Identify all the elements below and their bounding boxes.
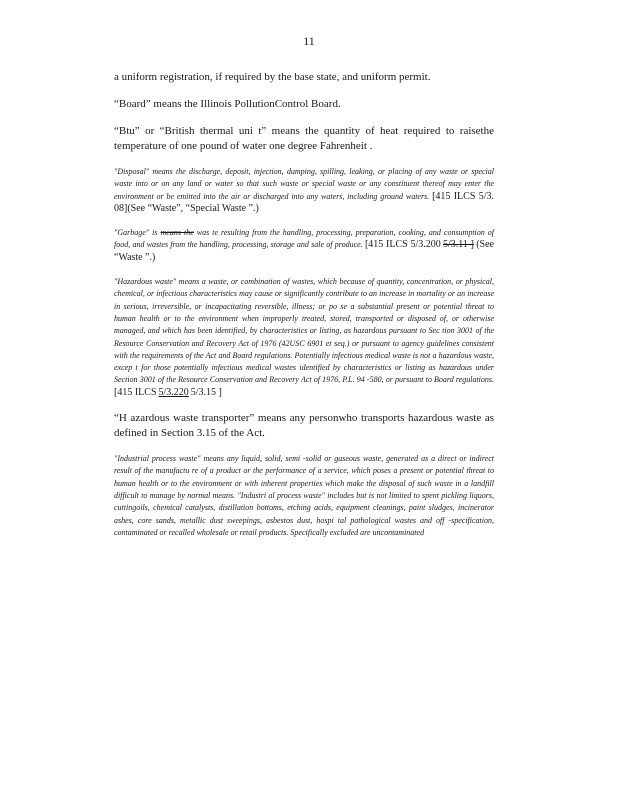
- definition-board: “Board” means the Illinois PollutionControl Board.: [114, 98, 341, 110]
- definition-disposal-citation: [415 ILCS 5/3. 08](See “Waste”, “Special Waste ”.): [114, 190, 495, 214]
- definition-hazardous-waste-old-citation: 5/3.15 ]: [190, 386, 222, 398]
- definition-disposal-text: "Disposal" means the discharge, deposit, injection, dumping, spilling, leaking, or placing of any waste or special waste into or on any land or water so that such waste or special waste or any constituent thereof may enter the environment or be emitted into the air or discharged into any waters, including ground waters.: [114, 167, 494, 201]
- definition-hazardous-waste-citation: [415 ILCS: [114, 386, 157, 398]
- definition-hazardous-waste-transporter: “H azardous waste transporter” means any personwho transports hazardous waste as defined in Section 3.15 of the Act.: [114, 412, 494, 440]
- paragraph-uniform-registration: a uniform registration, if required by the base state, and uniform permit.: [114, 71, 431, 83]
- definition-hazardous-waste-new-citation: 5/3.220: [158, 386, 189, 398]
- definition-disposal: [114, 166, 494, 215]
- page-body: [114, 70, 494, 551]
- definition-hazardous-waste: [114, 276, 494, 399]
- definition-industrial-process-waste-text: "Industrial process waste" means any liquid, solid, semi -solid or gaseous waste, generated as a direct or indirect result of the manufactu re of a product or the performance of a service, which poses a present or potential threat to human health or to the environment or with inherent properties which make the disposal of such waste in a landfill difficult to manage by normal means. "Industri al process waste" includes but is not limited to spent pickling liquors, cuttingoils, chemical catalysts, distillation bottoms, etching acids, equipment cleanings, paint sludges, incinerator ashes, core sands, metallic dust sweepings, asbestos dust, hospi tal pathological wastes and off -specification, contaminated or recalled wholesale or retail products. Specifically excluded are uncontaminated: [114, 454, 494, 537]
- definition-garbage-struck-text: means the: [160, 228, 194, 238]
- definition-garbage-see-also: (See “Waste ”.): [114, 239, 494, 263]
- definition-garbage-citation: [415 ILCS 5/3.200: [364, 239, 441, 251]
- definition-garbage-term: "Garbage" is: [114, 228, 158, 238]
- definition-garbage: [114, 227, 494, 264]
- definition-btu: “Btu” or “British thermal uni t” means the quantity of heat required to raisethe temperature of one pound of water one degree Fahrenheit .: [114, 125, 494, 152]
- definition-garbage-struck-citation: 5/3.11 ]: [442, 239, 474, 251]
- definition-hazardous-waste-text: "Hazardous waste" means a waste, or combination of wastes, which because of quantity, concentration, or physical, chemical, or infectious characteristics may cause or significantly contribute to an increase in mortality or an increase in serious, irreversible, or incapacitating reversible, illness; or po se a substantial present or potential threat to human health or to the environment when improperly treated, stored, transported or disposed of, or otherwise managed, and which has been identified, by characteristics or listing, as hazardous pursuant to Sec tion 3001 of the Resource Conservation and Recovery Act of 1976 (42USC 6901 et seq.) or pursuant to agency guidelines consistent with the requirements of the Act and Board regulations. Potentially infectious medical waste is not a hazardous waste, excep t for those potentially infectious medical wastes identified by characteristics or listing as hazardous under Section 3001 of the Resource Conservation and Recovery Act of 1976, P.L. 94 -580, or pursuant to Board regulations.: [114, 277, 494, 385]
- definition-industrial-process-waste: [114, 453, 494, 539]
- definition-garbage-text: was te resulting from the handling, processing, preparation, cooking, and consumption of food, and wastes from the handling, processing, storage and sale of produce.: [114, 228, 495, 250]
- page-number: 11: [303, 34, 315, 48]
